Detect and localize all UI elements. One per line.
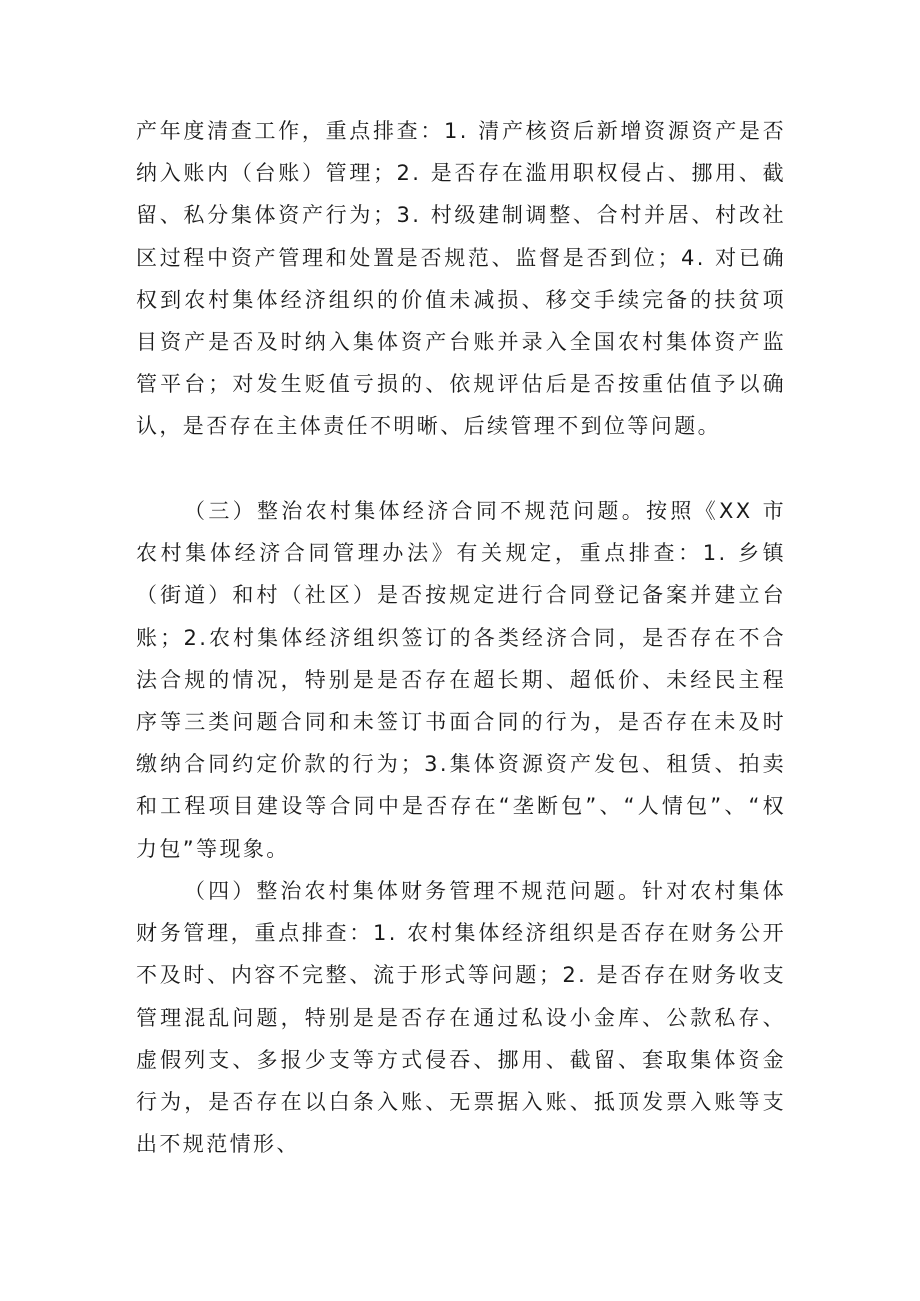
- body-paragraph-section-3: （三）整治农村集体经济合同不规范问题。按照《XX 市农村集体经济合同管理办法》有关规定，重点排查：1. 乡镇（街道）和村（社区）是否按规定进行合同登记备案并建立台账；2.农村集体经济组织签订的各类经济合同，是否存在不合法合规的情况，特别是是否存在超长期、超低价、未经民主程序等三类问题合同和未签订书面合同的行为，是否存在未及时缴纳合同约定价款的行为；3.集体资源资产发包、租赁、拍卖和工程项目建设等合同中是否存在“垄断包”、“人情包”、“权力包”等现象。: [136, 499, 786, 861]
- body-paragraph-section-4: （四）整治农村集体财务管理不规范问题。针对农村集体财务管理，重点排查：1. 农村集体经济组织是否存在财务公开不及时、内容不完整、流于形式等问题；2. 是否存在财务收支管理混乱问题，特别是是否存在通过私设小金库、公款私存、虚假列支、多报少支等方式侵吞、挪用、截留、套取集体资金行为，是否存在以白条入账、无票据入账、抵顶发票入账等支出不规范情形、: [136, 879, 786, 1157]
- body-paragraph-continuation: 产年度清查工作，重点排查：1. 清产核资后新增资源资产是否纳入账内（台账）管理；2. 是否存在滥用职权侵占、挪用、截留、私分集体资产行为；3. 村级建制调整、合村并居、村改社区过程中资产管理和处置是否规范、监督是否到位；4. 对已确权到农村集体经济组织的价值未减损、移交手续完备的扶贫项目资产是否及时纳入集体资产台账并录入全国农村集体资产监管平台；对发生贬值亏损的、依规评估后是否按重估值予以确认，是否存在主体责任不明晰、后续管理不到位等问题。: [136, 119, 786, 439]
